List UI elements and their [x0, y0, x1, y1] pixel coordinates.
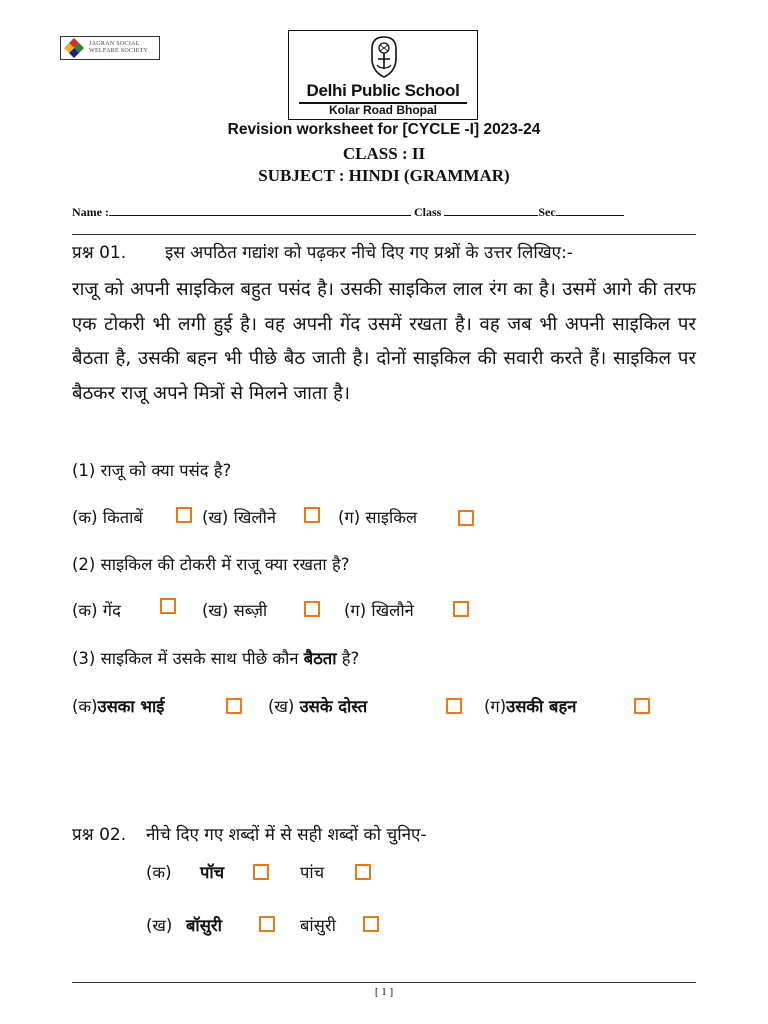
- checkbox-q2-b-1[interactable]: [259, 916, 275, 932]
- checkbox-q2-a-2[interactable]: [355, 864, 371, 880]
- q1-3-option-a-text: उसका भाई: [97, 697, 165, 716]
- class-label: Class: [413, 205, 442, 219]
- q1-1-option-b: (ख) खिलौने: [202, 508, 277, 527]
- page-number: [ 1 ]: [374, 986, 394, 998]
- q1-subquestion-3-suffix: है?: [336, 649, 360, 668]
- checkbox-q1-1-c[interactable]: [458, 510, 474, 526]
- worksheet-title: Revision worksheet for [CYCLE -I] 2023-24: [227, 121, 541, 138]
- school-logo: [288, 30, 478, 120]
- society-logo-line1: JAGRAN SOCIAL: [89, 41, 140, 47]
- dps-emblem-icon: [367, 35, 401, 83]
- checkbox-q1-3-a[interactable]: [226, 698, 242, 714]
- q1-1-option-a: (क) किताबें: [72, 508, 143, 527]
- q1-subquestion-1: (1) राजू को क्या पसंद है?: [72, 461, 232, 480]
- q1-2-option-c: (ग) खिलौने: [344, 601, 414, 620]
- q2-row-a-word2: पांच: [300, 863, 325, 882]
- class-field[interactable]: [444, 204, 538, 216]
- q1-3-option-b-text: उसके दोस्त: [299, 697, 368, 716]
- q1-subquestion-3-bold: बैठता: [303, 649, 337, 668]
- q2-instruction: नीचे दिए गए शब्दों में से सही शब्दों को चुनिए-: [146, 825, 427, 845]
- q1-instruction: इस अपठित गद्यांश को पढ़कर नीचे दिए गए प्रश्नों के उत्तर लिखिए:-: [165, 243, 573, 263]
- checkbox-q1-3-c[interactable]: [634, 698, 650, 714]
- q1-3-option-c-prefix: (ग): [484, 697, 507, 716]
- q1-3-option-b-prefix: (ख): [268, 697, 300, 716]
- q1-1-option-c: (ग) साइकिल: [338, 508, 418, 527]
- header-divider: [72, 234, 696, 235]
- q1-3-option-b: [268, 694, 367, 717]
- name-label: Name :: [72, 205, 109, 219]
- q1-2-option-b: (ख) सब्ज़ी: [202, 601, 268, 620]
- school-name: Delhi Public School: [306, 81, 460, 100]
- q2-row-b-word1: बॉसुरी: [186, 916, 222, 935]
- checkbox-q1-2-c[interactable]: [453, 601, 469, 617]
- q1-2-option-a: (क) गेंद: [72, 601, 121, 620]
- q2-row-b-marker: (ख): [146, 916, 173, 935]
- q2-row-b-word2: बांसुरी: [300, 916, 336, 935]
- q1-subquestion-3-prefix: (3) साइकिल में उसके साथ पीछे कौन: [72, 649, 304, 668]
- q1-3-option-c: [484, 694, 576, 717]
- checkbox-q2-b-2[interactable]: [363, 916, 379, 932]
- sec-label: Sec: [538, 205, 556, 219]
- q2-label: प्रश्न 02.: [72, 825, 127, 845]
- q1-3-option-c-text: उसकी बहन: [506, 697, 577, 716]
- student-info-row: [72, 204, 624, 220]
- q1-3-option-a-prefix: (क): [72, 697, 98, 716]
- checkbox-q1-1-a[interactable]: [176, 507, 192, 523]
- school-location: Kolar Road Bhopal: [328, 103, 437, 117]
- q2-row-a-marker: (क): [146, 863, 172, 882]
- name-field[interactable]: [109, 204, 411, 216]
- q1-label: प्रश्न 01.: [72, 243, 127, 263]
- q1-subquestion-3: [72, 646, 359, 669]
- diamond-logo-icon: [63, 37, 85, 59]
- checkbox-q1-2-b[interactable]: [304, 601, 320, 617]
- q1-3-option-a: [72, 694, 164, 717]
- q1-passage: राजू को अपनी साइकिल बहुत पसंद है। उसकी साइकिल लाल रंग का है। उसमें आगे की तरफ एक टोकरी भी लगी हुई है। वह अपनी गेंद उसमें रखता है। वह जब भी अपनी साइकिल पर बैठता है, उसकी बहन भी पीछे बैठ जाती है। दोनों साइकिल की सवारी करते हैं। साइकिल पर बैठकर राजू अपने मित्रों से मिलने जाता है।: [72, 279, 696, 404]
- subject-heading: SUBJECT : HINDI (GRAMMAR): [258, 166, 510, 185]
- q2-row-a-word1: पॉच: [200, 863, 225, 882]
- checkbox-q1-2-a[interactable]: [160, 598, 176, 614]
- society-logo-line2: WELFARE SOCIETY: [89, 48, 149, 54]
- checkbox-q1-1-b[interactable]: [304, 507, 320, 523]
- footer-divider: [72, 982, 696, 983]
- class-heading: CLASS : II: [342, 144, 426, 163]
- checkbox-q1-3-b[interactable]: [446, 698, 462, 714]
- society-logo: [60, 36, 160, 60]
- checkbox-q2-a-1[interactable]: [253, 864, 269, 880]
- q1-subquestion-2: (2) साइकिल की टोकरी में राजू क्या रखता है?: [72, 555, 350, 574]
- sec-field[interactable]: [556, 204, 624, 216]
